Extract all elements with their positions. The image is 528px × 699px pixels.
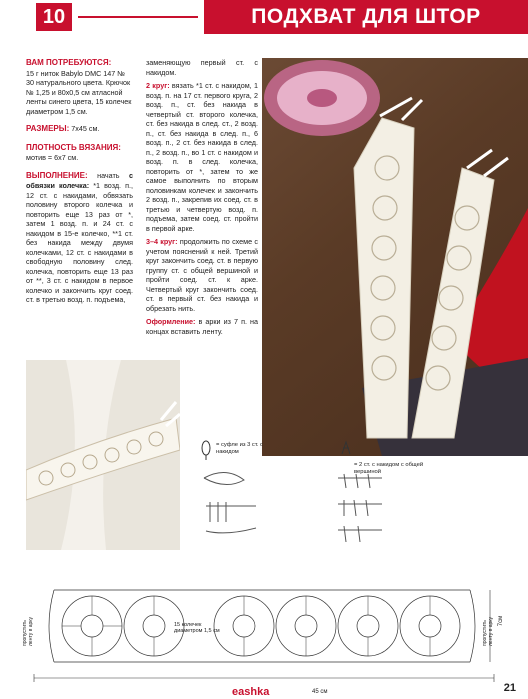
symbol-legend	[196, 436, 424, 556]
density-block	[26, 143, 133, 163]
round34-heading: 3–4 круг:	[146, 237, 178, 246]
puff-stitch-symbol-icon	[202, 441, 210, 460]
width-dimension-label: 45 см	[312, 689, 328, 695]
round2-heading: 2 круг:	[146, 81, 170, 90]
legend-label-decrease: = 2 ст. с накидом с общей вершиной	[354, 462, 424, 475]
page-title: ПОДХВАТ ДЛЯ ШТОР	[204, 0, 528, 34]
main-product-photo	[262, 58, 528, 456]
round34-block	[146, 237, 258, 313]
legend-label-puff: = суфле из 3 ст. с накидом	[216, 442, 263, 455]
col2-continuation: заменяющую первый ст. с накидом.	[146, 58, 258, 77]
ring-count-label: 15 колечек диаметром 1,5 см	[174, 622, 220, 635]
finishing-text: в арки из 7 п. на концах вставить ленту.	[146, 317, 258, 336]
finishing-heading: Оформление:	[146, 317, 196, 326]
instructions-column-middle	[146, 58, 258, 340]
page-number-badge: 10	[36, 3, 72, 31]
materials-heading: ВАМ ПОТРЕБУЮТСЯ:	[26, 58, 112, 67]
execution-intro: начать	[97, 170, 120, 180]
finishing-block	[146, 317, 258, 336]
schematic-drawing	[14, 560, 514, 688]
execution-text: *1 возд. п., 12 ст. с накидами, обвязать половину второго колечка и повторить еще 13 раз от *, затем 1 возд. п. и 24 ст. с накидом в 15-е колечко, **1 ст. без накида между двумя колечками, 12 ст. с накидами в свободную половину след. колечка, повторить еще 13 раз от **, 3 ст. с накидом в первое колечко и закончить круг соед. ст. в третью возд. п. подъема,	[26, 181, 133, 305]
density-text: мотив = 6х7 см.	[26, 153, 79, 163]
height-dimension-label: 7см	[498, 615, 505, 627]
sizes-text: 7х45 см.	[71, 124, 100, 134]
execution-heading: ВЫПОЛНЕНИЕ:	[26, 170, 88, 180]
sizes-block	[26, 124, 133, 135]
round2-block	[146, 81, 258, 233]
header-divider	[78, 16, 198, 18]
page-folio: 21	[503, 682, 516, 694]
decrease-stitch-symbol-icon	[342, 442, 350, 454]
crochet-tieback-illustration	[262, 58, 528, 456]
execution-bold-lead: с обвязки колечка:	[26, 170, 134, 191]
materials-block	[26, 58, 133, 116]
right-ribbon-label: пропустить ленту в арку	[482, 616, 494, 646]
density-heading: ПЛОТНОСТЬ ВЯЗАНИЯ:	[26, 142, 121, 152]
crochet-schematic-diagram	[14, 560, 514, 688]
left-ribbon-label: пропустить ленту в арку	[22, 616, 34, 646]
curtain-tieback-illustration	[26, 360, 180, 550]
instructions-column-left	[26, 58, 133, 313]
watermark-logo: eashka	[232, 686, 270, 698]
curtain-photo	[26, 360, 180, 550]
round34-text: продолжить по схеме с учетом пояснений к ней. Третий круг закончить соед. ст. в первую группу ст. с общей вершиной и пройти соед. ст. к арке. Четвертый круг закончить соед. ст. в первый ст. без накида и обрезать нить.	[146, 237, 258, 313]
execution-block	[26, 171, 133, 305]
materials-text: 15 г ниток Babylo DMC 147 № 30 натурального цвета. Крючок № 1,25 и 80х0,5 см атласной ленты синего цвета, 15 колечек диаметром 1,5 см.	[26, 68, 132, 116]
sizes-heading: РАЗМЕРЫ:	[26, 124, 70, 134]
round2-text: вязать *1 ст. с накидом, 1 возд. п. на 17 ст. первого круга, 2 возд. п., ст. без накида в четвертый ст. второго колечка, ст. без накида в след. ст., 2 возд. п., ст. без накида в след. п., 6 возд. п., 2 ст. без накида в след. п., 2 возд. п., во 1 ст. с накидом и возд. п. в след. колечка, повторить от *, затем то же самое выполнить по вторым половинкам колечек и закончить 2 возд. п., закрепив их соед. ст. в третью и четвертую возд. п. подъема, затем соед. ст. пройти в первой арке.	[146, 81, 258, 233]
